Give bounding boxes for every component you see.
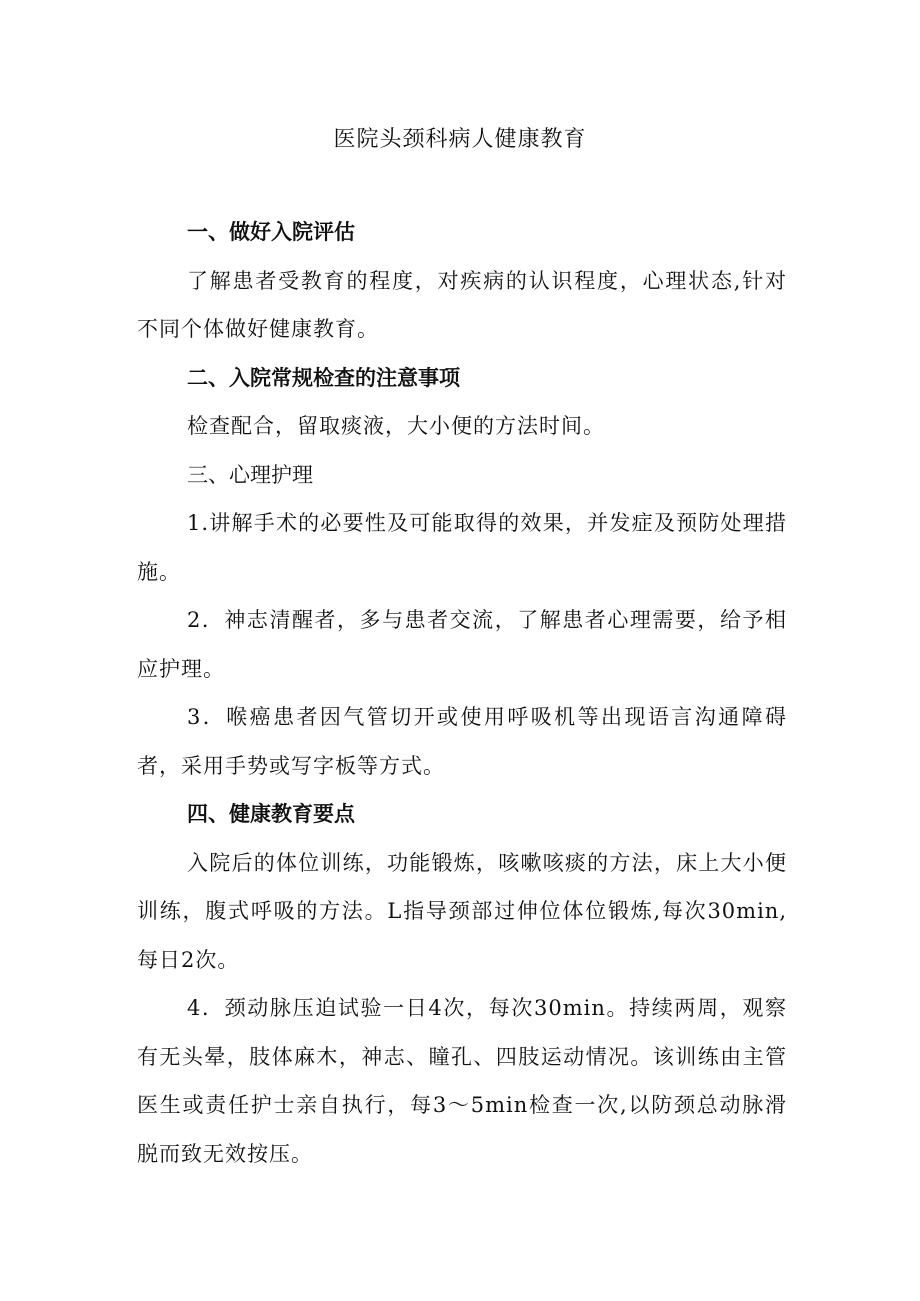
paragraph: 2．神志清醒者，多与患者交流，了解患者心理需要，给予相应护理。	[137, 608, 787, 681]
section-heading: 四、健康教育要点	[187, 801, 355, 826]
paragraph: 入院后的体位训练，功能锻炼，咳嗽咳痰的方法，床上大小便训练，腹式呼吸的方法。L指导颈部过伸位体位锻炼,每次30min,每日2次。	[137, 850, 787, 972]
paragraph: 1.讲解手术的必要性及可能取得的效果，并发症及预防处理措施。	[137, 511, 787, 584]
paragraph: 检查配合，留取痰液，大小便的方法时间。	[187, 414, 605, 438]
paragraph: 了解患者受教育的程度，对疾病的认识程度，心理状态,针对不同个体做好健康教育。	[137, 268, 787, 341]
paragraph: 4．颈动脉压迫试验一日4次，每次30min。持续两周，观察有无头晕，肢体麻木，神志、瞳孔、四肢运动情况。该训练由主管医生或责任护士亲自执行，每3～5min检查一次,以防颈总动脉滑脱而致无效按压。	[137, 996, 787, 1166]
section-heading: 三、心理护理	[187, 462, 313, 487]
paragraph: 3．喉癌患者因气管切开或使用呼吸机等出现语言沟通障碍者，采用手势或写字板等方式。	[137, 705, 787, 778]
section-heading: 二、入院常规检查的注意事项	[187, 364, 460, 390]
section-heading: 一、做好入院评估	[187, 219, 355, 244]
document-body	[137, 208, 787, 1178]
document-title: 医院头颈科病人健康教育	[333, 127, 587, 152]
